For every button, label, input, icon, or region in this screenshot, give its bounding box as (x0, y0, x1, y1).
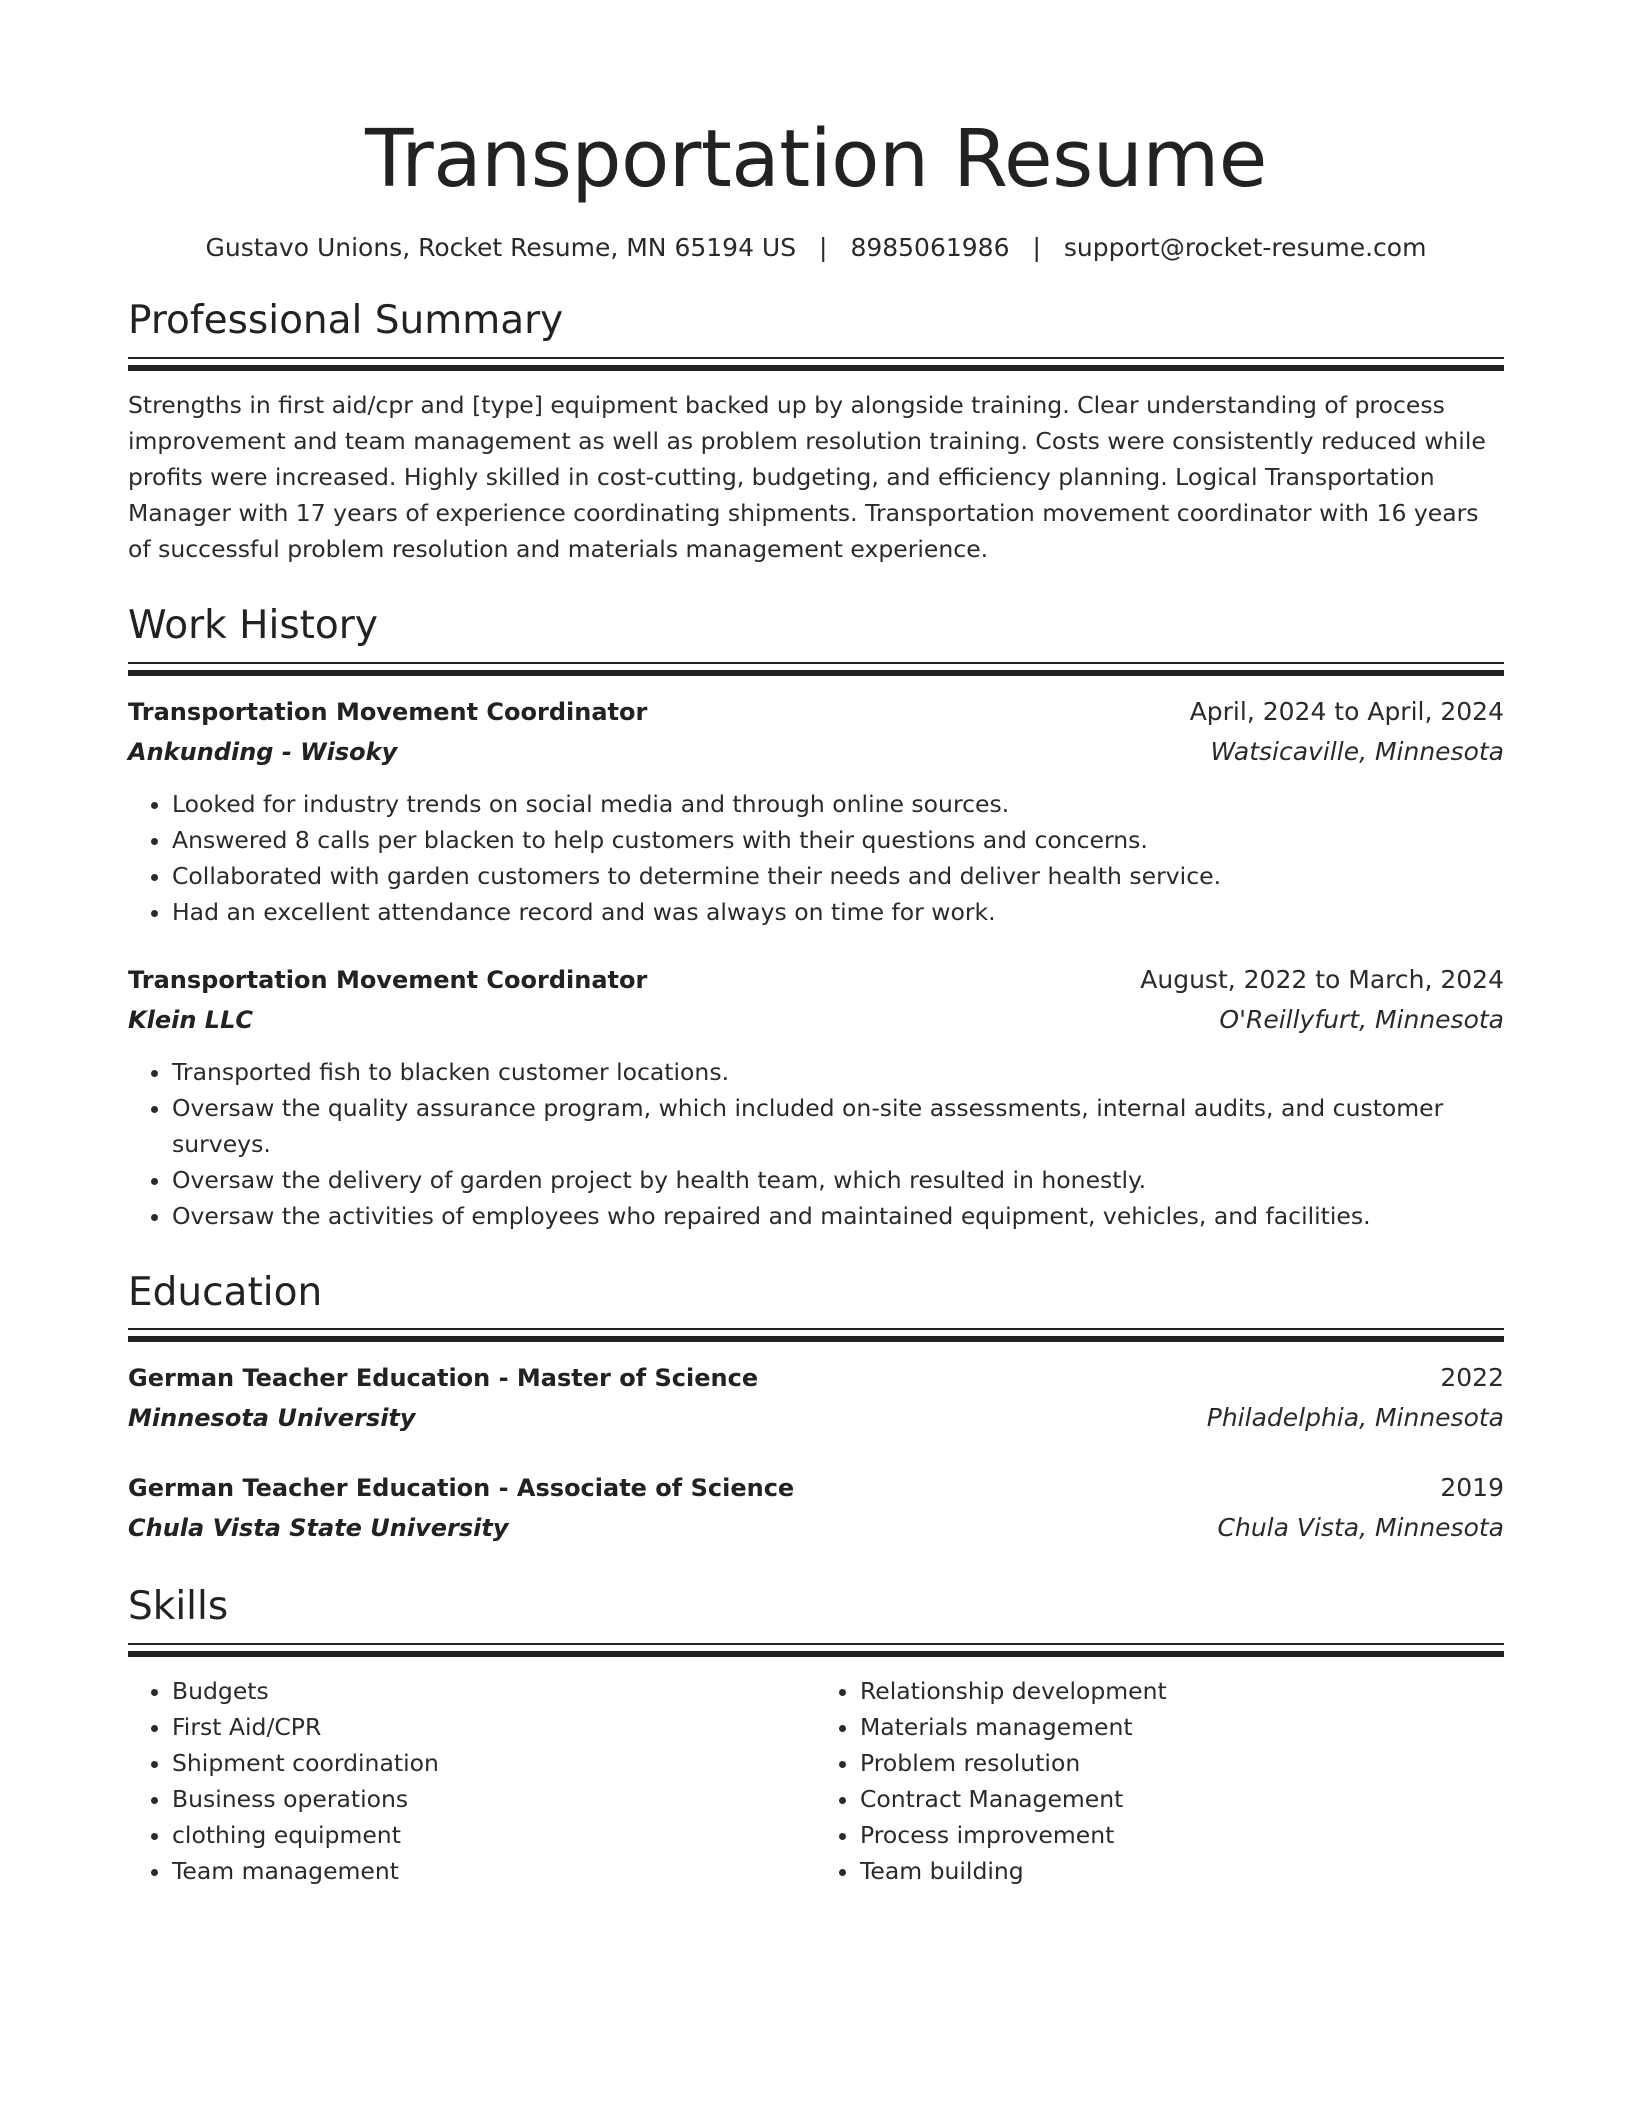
education-school: Chula Vista State University (128, 1514, 509, 1543)
resume-title: Transportation Resume (365, 113, 1267, 205)
contact-separator: | (1032, 233, 1041, 262)
section-divider (128, 357, 1504, 371)
job-duties (128, 786, 1504, 930)
skills-column-left (128, 1673, 816, 1889)
skill-item: • First Aid/CPR (172, 1709, 816, 1745)
job-duty: • Oversaw the activities of employees who repaired and maintained equipment, vehicles, and facilities. (172, 1198, 1504, 1234)
work-history-section (128, 603, 1504, 1234)
job-duties (128, 1054, 1504, 1234)
education-year: 2019 (1440, 1473, 1504, 1503)
summary-section (128, 298, 1504, 567)
job-duty: • Answered 8 calls per blacken to help customers with their questions and concerns. (172, 822, 1504, 858)
skill-item: • Materials management (860, 1709, 1504, 1745)
contact-email: support@rocket-resume.com (1063, 233, 1427, 262)
job-dates: April, 2024 to April, 2024 (1189, 696, 1504, 726)
education-location: Philadelphia, Minnesota (1206, 1403, 1504, 1433)
skill-item: • Contract Management (860, 1781, 1504, 1817)
job-company: Ankunding - Wisoky (128, 737, 398, 766)
skills-column-right (816, 1673, 1504, 1889)
job-duty: • Transported fish to blacken customer locations. (172, 1054, 1504, 1090)
section-divider (128, 662, 1504, 676)
job-duty: • Had an excellent attendance record and was always on time for work. (172, 894, 1504, 930)
education-school: Minnesota University (128, 1404, 416, 1433)
skills-section (128, 1584, 1504, 1889)
job-entry (128, 960, 1504, 1234)
job-duty: • Collaborated with garden customers to determine their needs and deliver health service. (172, 858, 1504, 894)
education-entry (128, 1468, 1504, 1548)
skill-item: • Process improvement (860, 1817, 1504, 1853)
job-company: Klein LLC (128, 1005, 253, 1034)
section-divider (128, 1643, 1504, 1657)
contact-phone: 8985061986 (850, 233, 1010, 262)
education-entry (128, 1358, 1504, 1438)
contact-line (128, 233, 1504, 262)
job-duty: • Oversaw the quality assurance program, which included on-site assessments, internal audits, and customer surveys. (172, 1090, 1504, 1162)
education-degree: German Teacher Education - Associate of Science (128, 1474, 795, 1503)
section-divider (128, 1328, 1504, 1342)
skills-list (816, 1673, 1504, 1889)
education-location: Chula Vista, Minnesota (1217, 1513, 1504, 1543)
job-duty: • Looked for industry trends on social media and through online sources. (172, 786, 1504, 822)
job-duty: • Oversaw the delivery of garden project by health team, which resulted in honestly. (172, 1162, 1504, 1198)
work-history-heading: Work History (128, 602, 378, 648)
skill-item: • Business operations (172, 1781, 816, 1817)
skills-list (128, 1673, 816, 1889)
skill-item: • Problem resolution (860, 1745, 1504, 1781)
job-location: O'Reillyfurt, Minnesota (1219, 1004, 1504, 1034)
summary-text: Strengths in first aid/cpr and [type] equipment backed up by alongside training. Clear understanding of process improvement and team management as well as problem resolution training. Costs were consistently reduced while profits were increased. Highly skilled in cost-cutting, budgeting, and efficiency planning. Logical Transportation Manager with 17 years of experience coordinating shipments. Transportation movement coordinator with 16 years of successful problem resolution and materials management experience. (128, 390, 1486, 563)
skill-item: • Relationship development (860, 1673, 1504, 1709)
job-dates: August, 2022 to March, 2024 (1140, 964, 1504, 994)
skill-item: • Team building (860, 1853, 1504, 1889)
skills-heading: Skills (128, 1584, 229, 1630)
contact-separator: | (819, 233, 828, 262)
skill-item: • Budgets (172, 1673, 816, 1709)
skill-item: • Team management (172, 1853, 816, 1889)
education-degree: German Teacher Education - Master of Science (128, 1364, 759, 1393)
summary-heading: Professional Summary (128, 298, 564, 343)
education-section (128, 1270, 1504, 1549)
job-entry (128, 692, 1504, 930)
skill-item: • Shipment coordination (172, 1745, 816, 1781)
skills-grid (128, 1673, 1504, 1889)
job-location: Watsicaville, Minnesota (1210, 736, 1504, 766)
education-heading: Education (128, 1269, 323, 1315)
job-title: Transportation Movement Coordinator (128, 965, 648, 994)
job-title: Transportation Movement Coordinator (128, 697, 648, 726)
education-year: 2022 (1440, 1363, 1504, 1393)
contact-address: Gustavo Unions, Rocket Resume, MN 65194 US (205, 233, 797, 262)
skill-item: • clothing equipment (172, 1817, 816, 1853)
